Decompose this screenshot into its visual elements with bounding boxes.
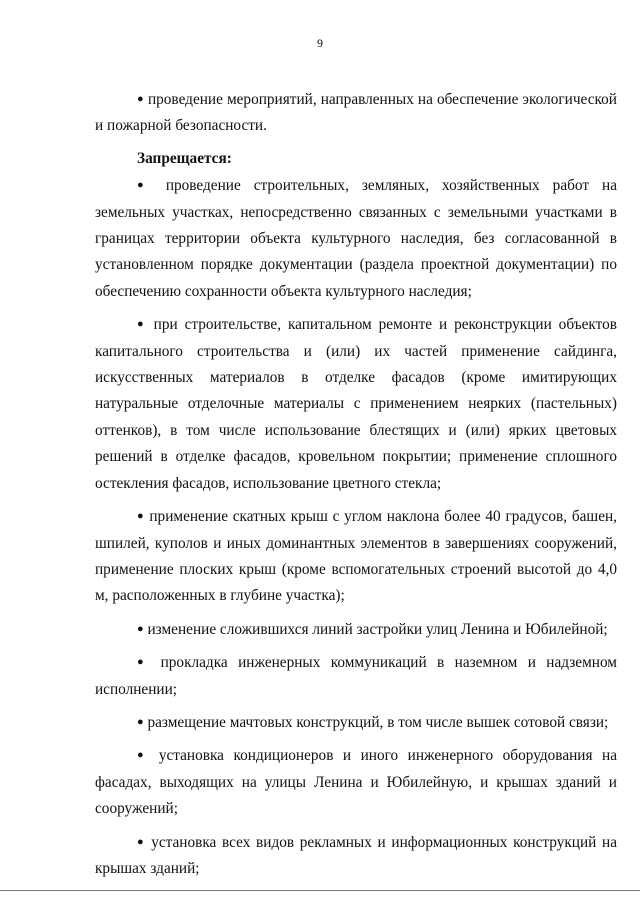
paragraph-masts [95,709,617,736]
bullet-icon: ● [137,622,144,635]
bullet-icon: ● [137,318,147,331]
bullet-icon: ● [137,656,151,669]
paragraph-air-conditioners [95,742,617,822]
paragraph-text: при строительстве, капитальном ремонте и реконструкции объектов капитального строительства и (или) их частей применение сайдинга, искусственных материалов в отделке фасадов (кроме имитирующих натуральные отделочные материалы с применением неярких (пастельных) оттенков), в том числе использование блестящих и (или) ярких цветовых решений в отделке фасадов, кровельном покрытии; применение сплошного остекления фасадов, использование цветного стекла; [95,316,617,492]
paragraph-facade-materials [95,311,617,497]
bullet-icon: ● [137,749,150,762]
paragraph-text: прокладка инженерных коммуникаций в наземном и надземном исполнении; [95,654,617,698]
paragraph-roofs [95,503,617,610]
paragraph-construction-works [95,172,617,305]
section-heading: Запрещается: [137,149,232,167]
paragraph-advertising [95,829,617,883]
paragraph-building-lines [95,616,617,643]
paragraph-ecology [95,86,617,140]
paragraph-text: установка всех видов рекламных и информационных конструкций на крышах зданий; [95,833,617,877]
bullet-icon: ● [137,835,146,848]
paragraph-utilities [95,649,617,703]
paragraph-text: применение скатных крыш с углом наклона более 40 градусов, башен, шпилей, куполов и иных доминантных элементов в завершениях сооружений, применение плоских крыш (кроме вспомогательных строений высотой до 4,0 м, расположенных в глубине участка); [95,508,618,605]
paragraph-text: изменение сложившихся линий застройки улиц Ленина и Юбилейной; [147,620,608,638]
bullet-icon: ● [137,179,153,192]
paragraph-text: проведение мероприятий, направленных на обеспечение экологической и пожарной безопасности. [95,91,617,135]
bullet-icon: ● [137,510,145,523]
bullet-icon: ● [137,715,144,728]
page-bottom-divider [0,890,640,891]
bullet-icon: ● [137,93,144,105]
page-number: 9 [317,36,323,50]
paragraph-text: установка кондиционеров и иного инженерного оборудования на фасадах, выходящих на улицы Ленина и Юбилейную, и крышах зданий и сооружений; [95,747,617,818]
paragraph-text: проведение строительных, земляных, хозяйственных работ на земельных участках, непосредственно связанных с земельными участками в границах территории объекта культурного наследия, без согласованной в установленном порядке документации (раздела проектной документации) по обеспечению сохранности объекта культурного наследия; [95,177,617,300]
document-body [95,86,617,882]
paragraph-text: размещение мачтовых конструкций, в том числе вышек сотовой связи; [147,713,609,731]
